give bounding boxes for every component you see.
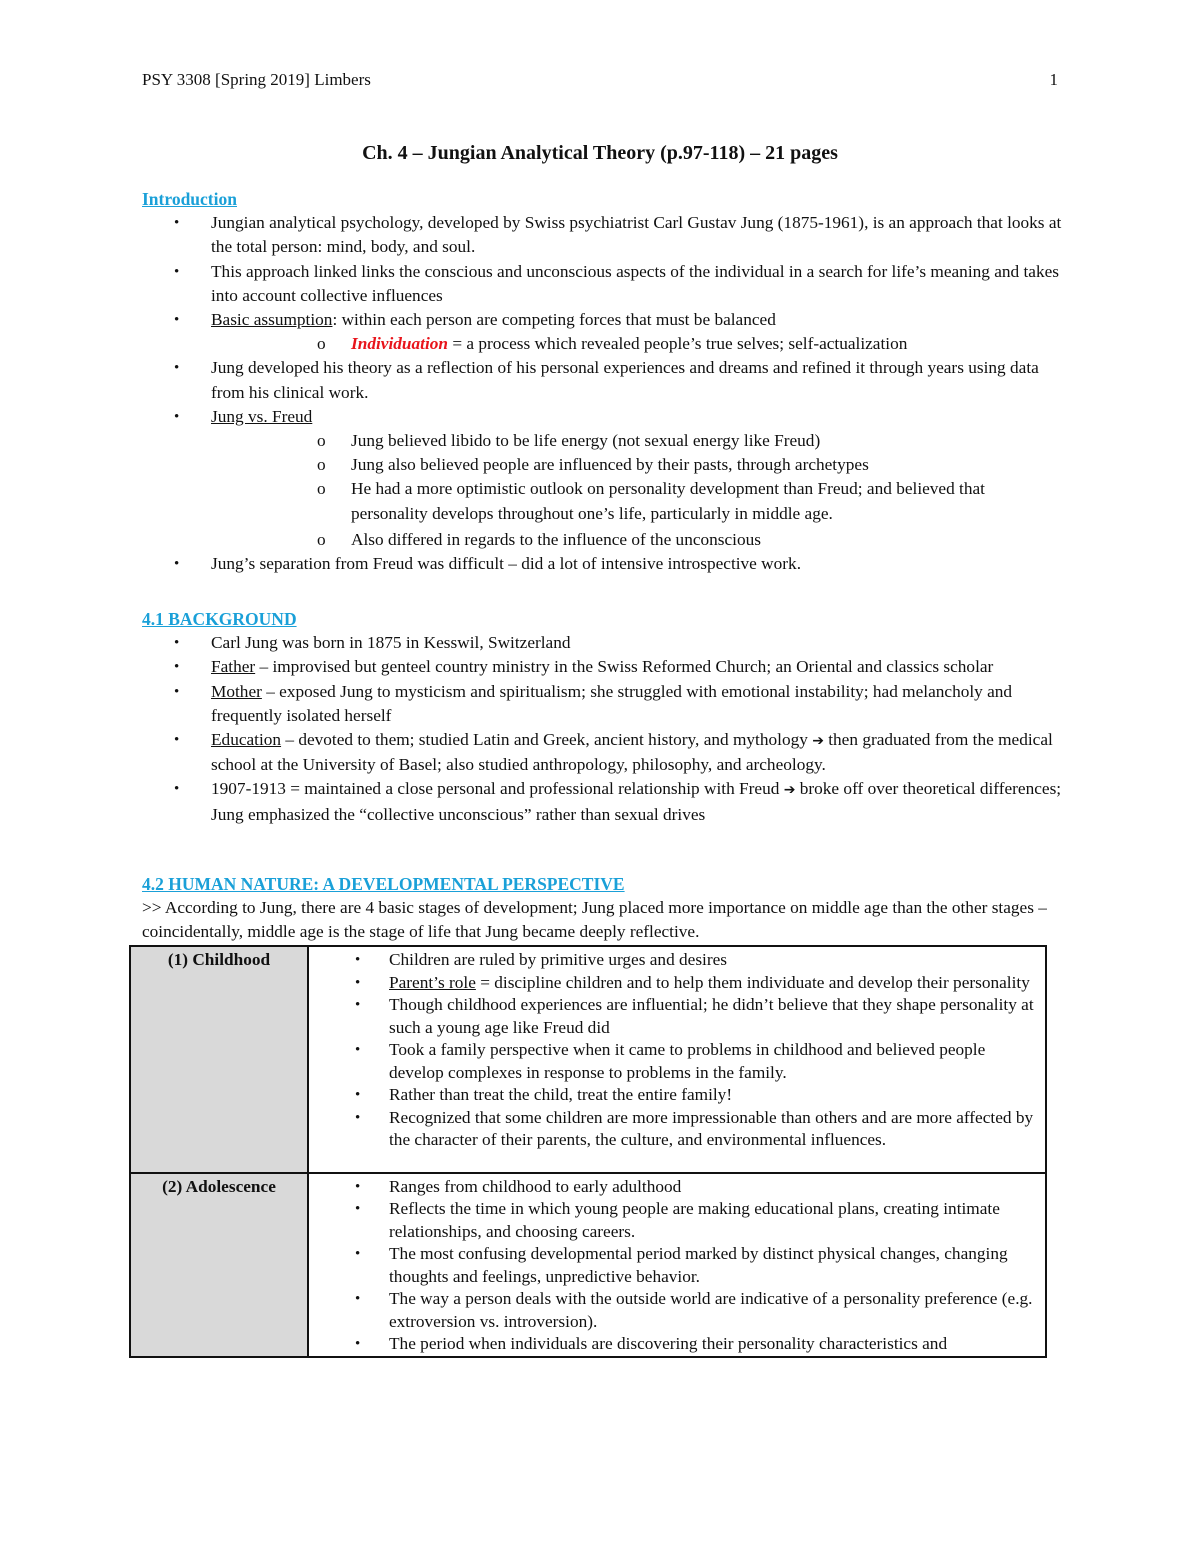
list-item: • Jung developed his theory as a reflection of his personal experiences and dreams and refined it through years using data from his clinical work. <box>174 358 1039 402</box>
page-header <box>142 70 1058 90</box>
bullet-icon: • <box>174 659 180 676</box>
bullet-icon: • <box>355 952 361 968</box>
bullet-icon: • <box>355 1087 361 1103</box>
stage-name: (1) Childhood <box>130 946 308 1173</box>
list-item: • Jungian analytical psychology, developed by Swiss psychiatrist Carl Gustav Jung (1875-1961), is an approach that looks at the total person: mind, body, and soul. <box>174 213 1062 257</box>
stage-description <box>308 946 1046 1173</box>
sub-list-item: o Also differed in regards to the influence of the unconscious <box>211 528 1062 552</box>
bullet-icon: • <box>174 732 180 749</box>
bullet-icon: • <box>174 312 180 329</box>
list-item: • Though childhood experiences are influential; he didn’t believe that they shape personality at such a young age like Freud did <box>355 995 1034 1037</box>
section-introduction <box>142 187 1062 576</box>
section-heading: 4.2 HUMAN NATURE: A DEVELOPMENTAL PERSPECTIVE <box>142 874 625 894</box>
bullet-icon: • <box>174 263 180 280</box>
list-item: • The most confusing developmental period marked by distinct physical changes, changing thoughts and feelings, unpredictive behavior. <box>355 1244 1008 1286</box>
bullet-list <box>309 1176 1037 1356</box>
term-label: Basic assumption <box>211 310 333 330</box>
list-item: • Education – devoted to them; studied Latin and Greek, ancient history, and mythology ➔ then graduated from the medical school at the University of Basel; also studied anthropology, philosophy, and archeology. <box>174 730 1053 775</box>
bullet-icon: • <box>174 408 180 425</box>
section-human-nature <box>142 872 1062 945</box>
page-number: 1 <box>1049 70 1058 89</box>
term-label: Father <box>211 657 256 677</box>
term-label: Jung vs. Freud <box>211 406 313 426</box>
bullet-icon: • <box>174 215 180 232</box>
sub-list <box>211 429 1062 552</box>
sub-bullet-icon: o <box>317 334 326 354</box>
sub-bullet-icon: o <box>317 455 326 475</box>
bullet-icon: • <box>355 1246 361 1262</box>
list-item: • The period when individuals are discovering their personality characteristics and <box>309 1333 1037 1356</box>
arrow-right-icon: ➔ <box>812 733 824 750</box>
list-item: • Reflects the time in which young people are making educational plans, creating intimate relationships, and choosing careers. <box>355 1199 1000 1241</box>
highlighted-term: Individuation <box>351 334 448 354</box>
list-item: • 1907-1913 = maintained a close personal and professional relationship with Freud ➔ broke off over theoretical differences; Jung emphasized the “collective unconscious” rather than sexual drives <box>174 779 1062 824</box>
stages-table <box>129 945 1047 1358</box>
list-item <box>142 405 1062 552</box>
table-row <box>130 946 1046 1173</box>
sub-bullet-icon: o <box>317 479 326 499</box>
bullet-list <box>309 949 1037 1152</box>
bullet-icon: • <box>355 974 361 991</box>
bullet-icon: • <box>355 1201 361 1217</box>
list-item: • Basic assumption: within each person are competing forces that must be balanced o Individuation = a process which revealed people’s true selves; self-actualization <box>142 308 1062 356</box>
bullet-icon: • <box>355 1336 361 1352</box>
list-item: • Rather than treat the child, treat the entire family! <box>309 1084 1037 1107</box>
sub-list-item: o Jung believed libido to be life energy (not sexual energy like Freud) <box>211 429 1062 453</box>
section-heading: Introduction <box>142 189 237 209</box>
list-item: • Took a family perspective when it came to problems in childhood and believed people develop complexes in response to problems in the family. <box>355 1040 986 1082</box>
page-title: Ch. 4 – Jungian Analytical Theory (p.97-118) – 21 pages <box>362 142 838 164</box>
term-label: Parent’s role <box>389 972 476 992</box>
term-label: Mother <box>211 681 262 701</box>
bullet-icon: • <box>355 1291 361 1307</box>
section-intro: >> According to Jung, there are 4 basic stages of development; Jung placed more importance on middle age than the other stages – coincidentally, middle age is the stage of life that Jung became deeply reflective. <box>142 898 1047 942</box>
sub-bullet-icon: o <box>317 431 326 451</box>
section-heading: 4.1 BACKGROUND <box>142 609 297 629</box>
arrow-right-icon: ➔ <box>783 782 796 799</box>
bullet-icon: • <box>355 1178 361 1195</box>
bullet-icon: • <box>355 997 361 1013</box>
list-item: • Ranges from childhood to early adulthood <box>309 1176 1037 1199</box>
sub-list-item: o Individuation = a process which revealed people’s true selves; self-actualization <box>211 332 1062 356</box>
bullet-icon: • <box>174 635 180 652</box>
bullet-icon: • <box>174 683 180 700</box>
list-item: • This approach linked links the conscious and unconscious aspects of the individual in a search for life’s meaning and takes into account collective influences <box>174 261 1059 305</box>
sub-list <box>211 332 1062 356</box>
bullet-list <box>142 631 1062 827</box>
list-item: • Parent’s role = discipline children and to help them individuate and develop their personality <box>309 972 1037 995</box>
sub-bullet-icon: o <box>317 529 326 549</box>
table-row <box>130 1173 1046 1357</box>
sub-list-item: o Jung also believed people are influenced by their pasts, through archetypes <box>211 453 1062 477</box>
bullet-list <box>142 211 1062 576</box>
list-item: • Recognized that some children are more impressionable than others and are more affected by the character of their parents, the culture, and environmental influences. <box>355 1107 1034 1149</box>
course-header: PSY 3308 [Spring 2019] Limbers <box>142 70 371 89</box>
bullet-icon: • <box>174 360 180 377</box>
list-item: • Children are ruled by primitive urges and desires <box>309 949 1037 972</box>
sub-list-item: o He had a more optimistic outlook on personality development than Freud; and believed that personality develops throughout one’s life, particularly in middle age. <box>317 479 985 523</box>
bullet-icon: • <box>355 1042 361 1058</box>
stage-description <box>308 1173 1046 1357</box>
bullet-icon: • <box>174 781 180 798</box>
stage-name: (2) Adolescence <box>130 1173 308 1357</box>
list-item: • Father – improvised but genteel country ministry in the Swiss Reformed Church; an Oriental and classics scholar <box>142 655 1062 679</box>
bullet-icon: • <box>174 556 180 573</box>
list-item: • Mother – exposed Jung to mysticism and spiritualism; she struggled with emotional instability; had melancholy and frequently isolated herself <box>174 681 1013 725</box>
term-label: Education <box>211 730 282 750</box>
list-item: • Carl Jung was born in 1875 in Kesswil, Switzerland <box>142 631 1062 655</box>
section-background <box>142 607 1062 827</box>
list-item: • Jung’s separation from Freud was difficult – did a lot of intensive introspective work. <box>142 552 1062 576</box>
list-item: • The way a person deals with the outside world are indicative of a personality preference (e.g. extroversion vs. introversion). <box>355 1289 1033 1331</box>
bullet-icon: • <box>355 1109 361 1126</box>
